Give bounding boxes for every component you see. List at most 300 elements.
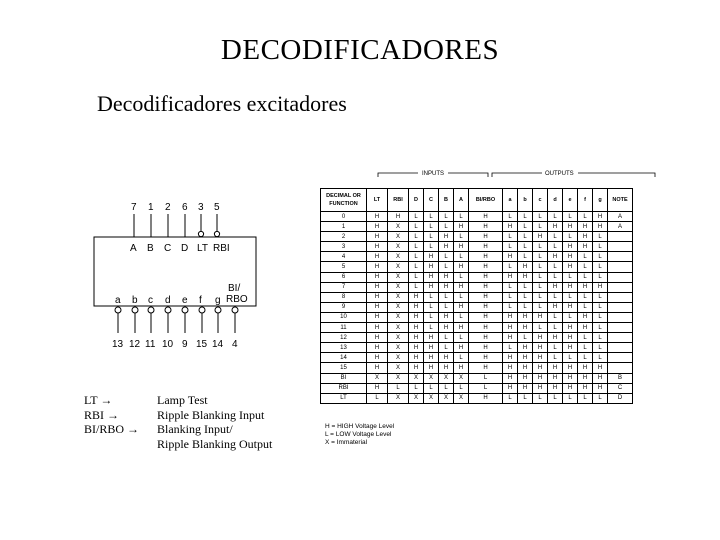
truth-table-cell: L (424, 323, 439, 333)
truth-table-cell: H (518, 272, 533, 282)
truth-table-cell (608, 242, 633, 252)
top-input-label: C (164, 243, 172, 254)
truth-table-cell: H (593, 222, 608, 232)
truth-table-cell: L (503, 262, 518, 272)
truth-table-cell: H (469, 363, 503, 373)
truth-table-cell: L (548, 242, 563, 252)
truth-table-cell: L (593, 272, 608, 282)
truth-table-cell: L (454, 232, 469, 242)
truth-table-cell: 15 (321, 363, 367, 373)
truth-table-cell: L (439, 262, 454, 272)
truth-table-cell: L (578, 252, 593, 262)
truth-table-cell: H (578, 242, 593, 252)
truth-table-cell: X (388, 373, 409, 383)
truth-table-cell: L (454, 333, 469, 343)
truth-table-cell: L (533, 323, 548, 333)
truth-table-cell: L (439, 212, 454, 222)
truth-table-cell: L (548, 353, 563, 363)
truth-table-cell: H (439, 282, 454, 292)
truth-table (320, 188, 633, 404)
truth-table-cell: H (409, 353, 424, 363)
truth-table-cell: H (578, 323, 593, 333)
truth-table-cell: L (439, 343, 454, 353)
truth-table-cell: 12 (321, 333, 367, 343)
truth-table-cell: L (578, 302, 593, 312)
truth-table-cell: H (424, 363, 439, 373)
truth-table-cell: H (578, 222, 593, 232)
output-bubble (215, 307, 221, 313)
legend-key: BI/RBO → (84, 422, 140, 436)
output-segment-label: g (215, 295, 221, 306)
truth-table-cell: H (439, 363, 454, 373)
truth-table-row (321, 333, 633, 343)
truth-table-cell: H (548, 282, 563, 292)
truth-table-cell: H (424, 252, 439, 262)
truth-table-cell: H (548, 363, 563, 373)
truth-table-cell: H (469, 323, 503, 333)
truth-table-cell: H (593, 373, 608, 383)
truth-table-cell: A (608, 212, 633, 222)
truth-table-cell: H (409, 363, 424, 373)
truth-table-cell: L (578, 262, 593, 272)
truth-table-cell: H (367, 212, 388, 222)
truth-table-cell: H (548, 383, 563, 393)
note-immaterial: X = Immaterial (325, 439, 368, 446)
truth-table-cell: L (593, 323, 608, 333)
truth-table-cell: L (454, 272, 469, 282)
truth-table-row (321, 393, 633, 403)
truth-table-cell: 7 (321, 282, 367, 292)
bottom-pin-number: 10 (162, 339, 174, 350)
output-bubble (199, 307, 205, 313)
truth-table-row (321, 363, 633, 373)
truth-table-cell: X (388, 363, 409, 373)
truth-table-row (321, 242, 633, 252)
truth-table-cell: L (409, 272, 424, 282)
truth-table-group-labels (320, 163, 660, 181)
output-bubble (132, 307, 138, 313)
truth-table-cell: L (578, 333, 593, 343)
truth-table-cell: L (593, 353, 608, 363)
truth-table-cell: H (469, 353, 503, 363)
truth-table-cell: X (424, 373, 439, 383)
truth-table-cell: L (548, 232, 563, 242)
truth-table-cell: X (367, 373, 388, 383)
truth-table-cell: H (439, 353, 454, 363)
output-segment-label: e (182, 295, 188, 306)
inversion-bubble (214, 231, 219, 236)
truth-table-cell: H (469, 222, 503, 232)
legend (84, 393, 272, 451)
truth-table-cell: L (424, 212, 439, 222)
truth-table-cell: L (563, 272, 578, 282)
truth-table-cell: H (367, 222, 388, 232)
truth-table-cell: H (367, 302, 388, 312)
truth-table-cell (608, 353, 633, 363)
legend-value: Ripple Blanking Output (157, 436, 273, 451)
legend-key: RBI → (84, 407, 120, 422)
truth-table-cell: L (503, 212, 518, 222)
truth-table-cell: H (367, 343, 388, 353)
truth-table-cell: H (503, 373, 518, 383)
truth-table-cell: H (563, 302, 578, 312)
truth-table-cell: L (439, 302, 454, 312)
legend-row (84, 393, 272, 408)
note-low: L = LOW Voltage Level (325, 431, 392, 438)
truth-table-cell: L (409, 242, 424, 252)
truth-table-cell: L (439, 252, 454, 262)
truth-table-cell: L (503, 302, 518, 312)
truth-table-cell: X (388, 232, 409, 242)
top-pin-group (130, 202, 230, 254)
bottom-pin-number: 11 (145, 339, 156, 350)
truth-table-cell: L (578, 353, 593, 363)
truth-table-cell: H (409, 312, 424, 322)
truth-table-column-header: b (518, 189, 533, 212)
truth-table-cell: X (424, 393, 439, 403)
truth-table-cell: L (563, 292, 578, 302)
truth-table-cell: L (533, 212, 548, 222)
truth-table-cell: L (593, 292, 608, 302)
truth-table-cell: L (578, 272, 593, 282)
truth-table-cell (608, 302, 633, 312)
truth-table-cell: H (593, 282, 608, 292)
truth-table-cell: H (518, 373, 533, 383)
truth-table-cell: L (503, 343, 518, 353)
truth-table-cell: X (439, 393, 454, 403)
truth-table-cell: H (503, 353, 518, 363)
truth-table-cell: H (548, 373, 563, 383)
truth-table-cell: H (367, 353, 388, 363)
truth-table-cell: RBI (321, 383, 367, 393)
truth-table-cell: L (424, 292, 439, 302)
truth-table-row (321, 302, 633, 312)
truth-table-cell: L (503, 232, 518, 242)
truth-table-cell: X (388, 222, 409, 232)
truth-table-cell: L (593, 232, 608, 242)
truth-table-cell: X (388, 333, 409, 343)
truth-table-cell: L (548, 323, 563, 333)
truth-table-cell: X (388, 262, 409, 272)
truth-table-cell: L (593, 262, 608, 272)
truth-table-cell (608, 312, 633, 322)
truth-table-cell: H (533, 353, 548, 363)
top-input-label: B (147, 243, 154, 254)
legend-value: Lamp Test (157, 393, 208, 407)
truth-table-cell: X (388, 323, 409, 333)
truth-table-cell: 8 (321, 292, 367, 302)
truth-table-cell: L (563, 393, 578, 403)
truth-table-cell: H (469, 232, 503, 242)
truth-table-cell: H (469, 312, 503, 322)
truth-table-cell: L (454, 212, 469, 222)
truth-table-row (321, 343, 633, 353)
truth-table-row (321, 232, 633, 242)
truth-table-cell: H (367, 232, 388, 242)
truth-table-cell: H (469, 282, 503, 292)
bottom-pin-number: 15 (196, 339, 208, 350)
truth-table-cell: L (388, 383, 409, 393)
inputs-group-label: INPUTS (422, 171, 445, 177)
bottom-pin-number: 13 (112, 339, 124, 350)
truth-table-cell: L (593, 312, 608, 322)
truth-table-cell: L (503, 292, 518, 302)
truth-table-column-header: g (593, 189, 608, 212)
truth-table-row (321, 282, 633, 292)
truth-table-cell: X (409, 393, 424, 403)
truth-table-cell: L (424, 222, 439, 232)
truth-table-cell: L (454, 252, 469, 262)
truth-table-cell: LT (321, 393, 367, 403)
output-bubble (232, 307, 238, 313)
truth-table-cell: X (388, 302, 409, 312)
truth-table-cell: H (439, 272, 454, 282)
truth-table-cell: H (593, 212, 608, 222)
truth-table-cell: 5 (321, 262, 367, 272)
truth-table-cell: L (533, 393, 548, 403)
truth-table-cell: L (439, 383, 454, 393)
truth-table-cell: H (548, 302, 563, 312)
truth-table-cell: L (518, 242, 533, 252)
truth-table-cell: H (518, 363, 533, 373)
truth-table-cell: X (388, 343, 409, 353)
truth-table-cell: 4 (321, 252, 367, 262)
truth-table-cell: L (563, 212, 578, 222)
truth-table-cell: H (578, 373, 593, 383)
truth-table-cell: L (518, 292, 533, 302)
truth-table-row (321, 272, 633, 282)
truth-table-cell: H (367, 333, 388, 343)
truth-table-cell: H (454, 242, 469, 252)
truth-table-cell: H (469, 252, 503, 262)
truth-table-cell: L (424, 383, 439, 393)
truth-table-cell: H (367, 272, 388, 282)
truth-table-cell: L (563, 232, 578, 242)
truth-table-cell: L (593, 393, 608, 403)
truth-table-cell: H (563, 333, 578, 343)
truth-table-cell: H (518, 383, 533, 393)
truth-table-cell (608, 272, 633, 282)
truth-table-cell: L (533, 262, 548, 272)
truth-table-cell: L (563, 353, 578, 363)
truth-table-cell: L (469, 373, 503, 383)
truth-table-cell: H (424, 343, 439, 353)
truth-table-cell: H (563, 363, 578, 373)
truth-table-cell: L (548, 312, 563, 322)
truth-table-cell: H (533, 232, 548, 242)
top-pin-number: 1 (148, 202, 154, 213)
legend-value: Blanking Input/ (157, 422, 233, 436)
truth-table-cell: H (424, 272, 439, 282)
truth-table-cell: L (578, 292, 593, 302)
truth-table-cell: H (454, 323, 469, 333)
truth-table-cell: L (409, 282, 424, 292)
truth-table-cell: L (578, 393, 593, 403)
truth-table-cell: H (578, 232, 593, 242)
truth-table-cell: L (518, 212, 533, 222)
truth-table-row (321, 252, 633, 262)
truth-table-cell: L (409, 212, 424, 222)
truth-table-cell: H (367, 282, 388, 292)
truth-table-cell: H (503, 272, 518, 282)
truth-table-column-header: DECIMAL OR FUNCTION (321, 189, 367, 212)
truth-table-cell: H (469, 272, 503, 282)
top-input-label: D (181, 243, 189, 254)
truth-table-body (321, 212, 633, 404)
truth-table-cell: X (388, 242, 409, 252)
output-segment-label: f (199, 295, 202, 306)
output-bubble (165, 307, 171, 313)
truth-table-cell: 9 (321, 302, 367, 312)
truth-table-cell: H (367, 312, 388, 322)
truth-table-cell: L (424, 312, 439, 322)
truth-table-cell: H (367, 252, 388, 262)
truth-table-cell: L (548, 292, 563, 302)
truth-table-cell: H (454, 363, 469, 373)
output-segment-label: c (148, 295, 153, 306)
truth-table-cell: H (578, 383, 593, 393)
truth-table-cell: H (563, 373, 578, 383)
truth-table-cell (608, 323, 633, 333)
truth-table-cell: X (388, 393, 409, 403)
truth-table-column-header: BI/RBO (469, 189, 503, 212)
truth-table-cell: L (593, 343, 608, 353)
truth-table-column-header: a (503, 189, 518, 212)
truth-table-cell: L (503, 282, 518, 292)
truth-table-cell: X (454, 373, 469, 383)
truth-table-row (321, 353, 633, 363)
truth-table-cell: H (563, 343, 578, 353)
truth-table-column-header: RBI (388, 189, 409, 212)
truth-table-cell: H (454, 282, 469, 292)
truth-table-cell: D (608, 393, 633, 403)
truth-table-cell: X (388, 353, 409, 363)
truth-table-row (321, 262, 633, 272)
truth-table-cell: L (367, 393, 388, 403)
truth-table-cell: H (503, 222, 518, 232)
truth-table-cell: H (518, 312, 533, 322)
legend-value: Ripple Blanking Input (157, 407, 265, 422)
truth-table-cell: H (578, 282, 593, 292)
bi-label-1: BI/ (228, 283, 241, 294)
truth-table-cell: 10 (321, 312, 367, 322)
truth-table-cell: L (578, 212, 593, 222)
truth-table-row (321, 383, 633, 393)
output-bubble (148, 307, 154, 313)
truth-table-column-header: d (548, 189, 563, 212)
truth-table-cell: H (533, 312, 548, 322)
truth-table-cell: 3 (321, 242, 367, 252)
truth-table-column-header: LT (367, 189, 388, 212)
truth-table-cell: X (454, 393, 469, 403)
top-pin-number: 7 (131, 202, 137, 213)
truth-table-cell: L (518, 222, 533, 232)
top-pin-number: 3 (198, 202, 204, 213)
truth-table-cell: H (367, 262, 388, 272)
bottom-pin-number: 12 (129, 339, 141, 350)
bottom-pin-number: 4 (232, 339, 238, 350)
truth-table-cell: L (518, 232, 533, 242)
truth-table-cell: L (533, 242, 548, 252)
top-input-label: LT (197, 243, 208, 254)
truth-table-row (321, 222, 633, 232)
truth-table-cell: 14 (321, 353, 367, 363)
truth-table-cell: L (424, 242, 439, 252)
truth-table-column-header: C (424, 189, 439, 212)
truth-table-cell: 1 (321, 222, 367, 232)
truth-table-cell: A (608, 222, 633, 232)
truth-table-cell: L (469, 383, 503, 393)
truth-table-cell (608, 363, 633, 373)
truth-table-cell: L (578, 343, 593, 353)
output-segment-label: d (165, 295, 171, 306)
top-pin-number: 5 (214, 202, 220, 213)
truth-table-row (321, 373, 633, 383)
truth-table-cell: L (548, 272, 563, 282)
truth-table-column-header: f (578, 189, 593, 212)
truth-table-cell: H (548, 252, 563, 262)
truth-table-cell (608, 292, 633, 302)
truth-table-cell: H (424, 282, 439, 292)
truth-table-cell: H (409, 343, 424, 353)
truth-table-cell: H (454, 262, 469, 272)
truth-table-cell: H (367, 383, 388, 393)
truth-table-cell: L (518, 282, 533, 292)
truth-table-cell: H (469, 292, 503, 302)
truth-table-cell: L (593, 302, 608, 312)
truth-table-cell: L (518, 302, 533, 312)
truth-table-cell: BI (321, 373, 367, 383)
legend-row (84, 437, 272, 452)
truth-table-cell: L (518, 252, 533, 262)
truth-table-cell: H (533, 343, 548, 353)
truth-table-cell: H (469, 212, 503, 222)
truth-table-cell: H (533, 333, 548, 343)
truth-table-cell: H (533, 373, 548, 383)
truth-table-cell: H (367, 323, 388, 333)
truth-table-cell: H (578, 312, 593, 322)
truth-table-cell: H (367, 363, 388, 373)
truth-table-row (321, 323, 633, 333)
truth-table-cell: L (548, 262, 563, 272)
truth-table-cell: H (469, 262, 503, 272)
top-pin-number: 6 (182, 202, 188, 213)
truth-table-cell: H (388, 212, 409, 222)
truth-table-cell: L (439, 222, 454, 232)
truth-table-cell: H (439, 323, 454, 333)
outputs-group-label: OUTPUTS (545, 171, 574, 177)
truth-table-cell: L (409, 262, 424, 272)
truth-table-cell: L (454, 353, 469, 363)
truth-table-cell: L (503, 242, 518, 252)
table-notes (325, 423, 394, 447)
truth-table-cell: H (469, 242, 503, 252)
truth-table-cell: H (533, 363, 548, 373)
truth-table-cell: H (454, 343, 469, 353)
truth-table-cell: H (563, 222, 578, 232)
bi-label-2: RBO (226, 294, 248, 305)
truth-table-cell: H (533, 383, 548, 393)
truth-table-cell: H (563, 242, 578, 252)
truth-table-cell: L (533, 222, 548, 232)
truth-table-cell: B (608, 373, 633, 383)
output-bubble (182, 307, 188, 313)
truth-table-cell: H (503, 333, 518, 343)
truth-table-cell: X (388, 312, 409, 322)
truth-table-column-header: A (454, 189, 469, 212)
truth-table-column-header: e (563, 189, 578, 212)
truth-table-cell: H (503, 252, 518, 262)
